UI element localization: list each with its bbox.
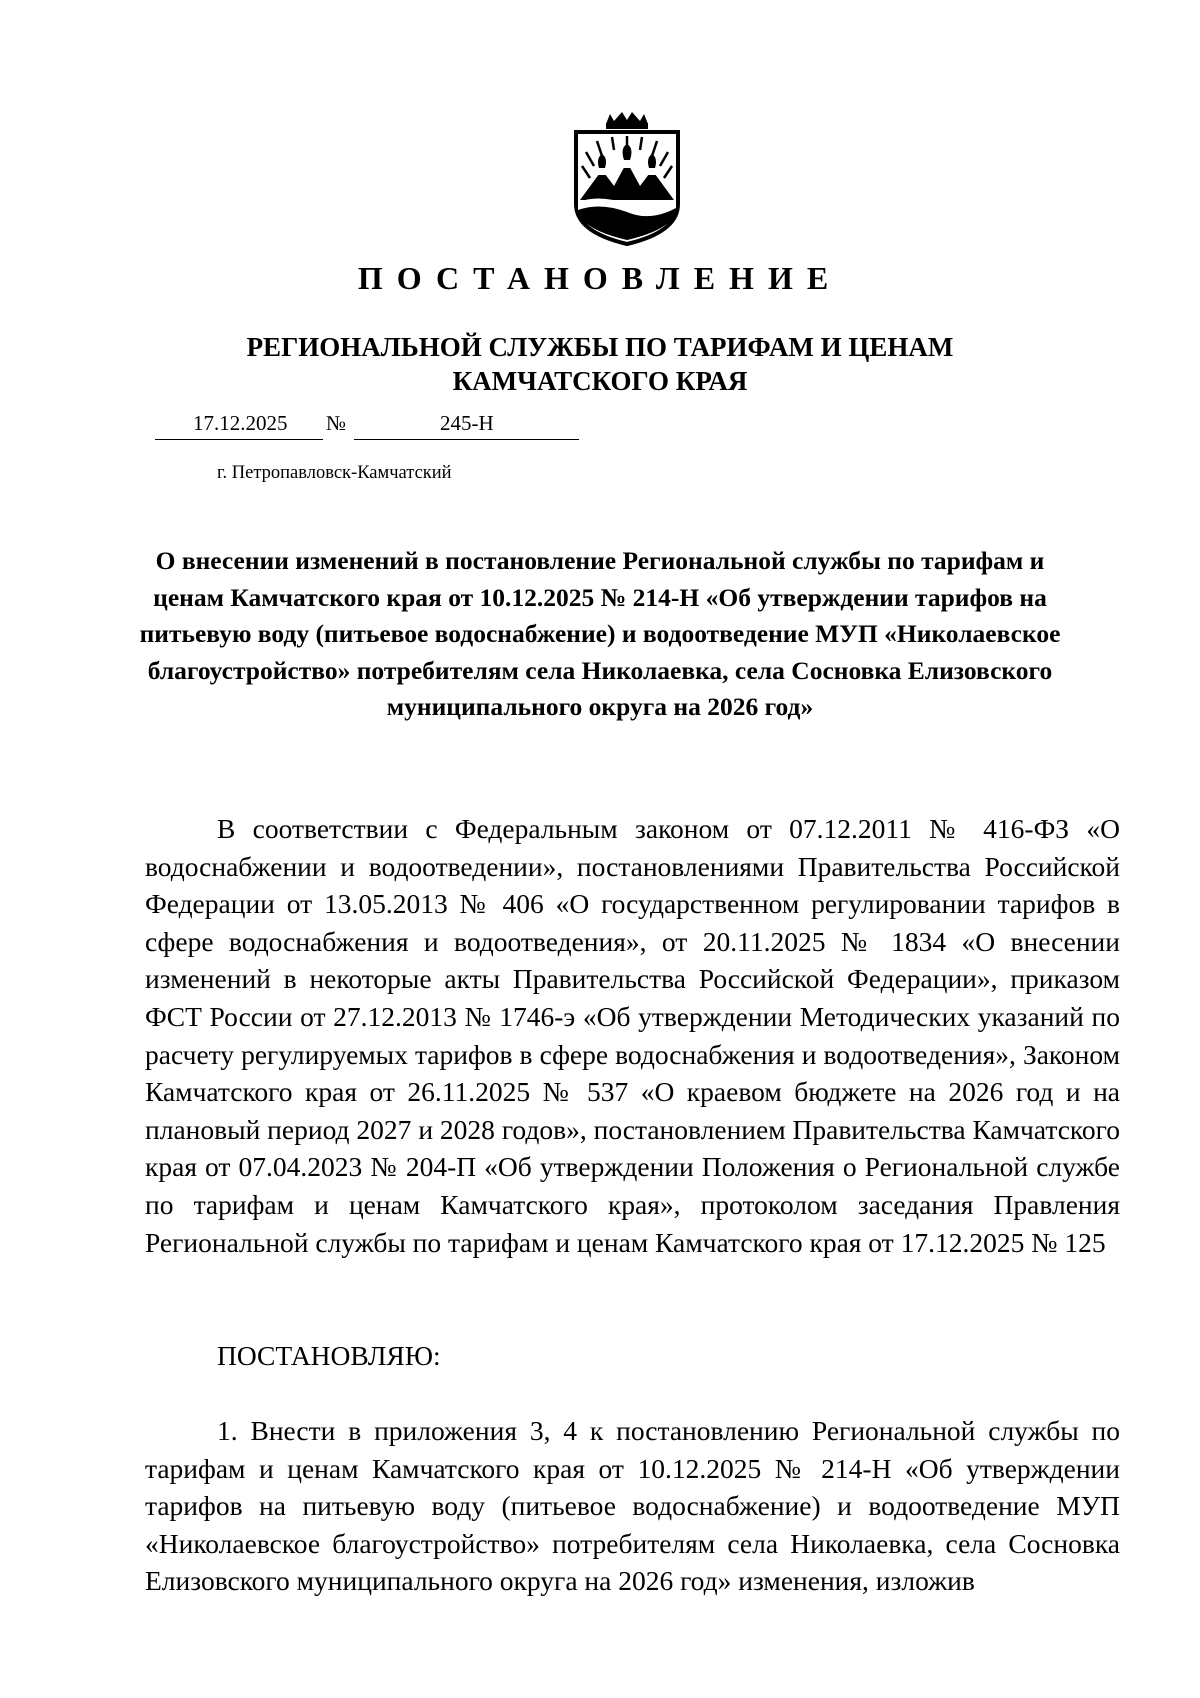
item-1-paragraph: 1. Внести в приложения 3, 4 к постановлению Региональной службы по тарифам и ценам Камчатского края от 10.12.2025 № 214-Н «Об утверждении тарифов на питьевую воду (питьевое водоснабжение) и водоотведение МУП «Николаевское благоустройство» потребителям села Николаевка, села Сосновка Елизовского муниципального округа на 2026 год» изменения, изложив [145,1415,1120,1597]
preamble-paragraph: В соответствии с Федеральным законом от 07.12.2011 № 416-ФЗ «О водоснабжении и водоотведении», постановлениями Правительства Российской Федерации от 13.05.2013 № 406 «О государственном регулировании тарифов в сфере водоснабжения и водоотведения», от 20.11.2025 № 1834 «О внесении изменений в некоторые акты Правительства Российской Федерации», приказом ФСТ России от 27.12.2013 № 1746-э «Об утверждении Методических указаний по расчету регулируемых тарифов в сфере водоснабжения и водоотведения», Законом Камчатского края от 26.11.2025 № 537 «О краевом бюджете на 2026 год и на плановый период 2027 и 2028 годов», постановлением Правительства Камчатского края от 07.04.2023 № 204-П «Об утверждении Положения о Региональной службе по тарифам и ценам Камчатского края», протоколом заседания Правления Региональной службы по тарифам и ценам Камчатского края от 17.12.2025 № 125 [145,813,1120,1258]
document-city: г. Петропавловск-Камчатский [217,463,452,483]
document-subject: О внесении изменений в постановление Региональной службы по тарифам и ценам Камчатского края от 10.12.2025 № 214-Н «Об утверждении тарифов на питьевую воду (питьевое водоснабжение) и водоотведение МУП «Николаевское благоустройство» потребителям села Николаевка, села Сосновка Елизовского муниципального округа на 2026 год» [139,546,1061,721]
number-sign: № [326,411,347,435]
organization-name-line2: КАМЧАТСКОГО КРАЯ [452,366,748,396]
document-number: 245-Н [440,411,494,435]
organization-name-line1: РЕГИОНАЛЬНОЙ СЛУЖБЫ ПО ТАРИФАМ И ЦЕНАМ [246,332,954,362]
resolve-heading: ПОСТАНОВЛЯЮ: [217,1340,441,1371]
document-date: 17.12.2025 [193,411,288,435]
document-title: ПОСТАНОВЛЕНИЕ [357,260,843,296]
organization-name [0,330,1200,398]
coat-of-arms-emblem [570,108,684,246]
